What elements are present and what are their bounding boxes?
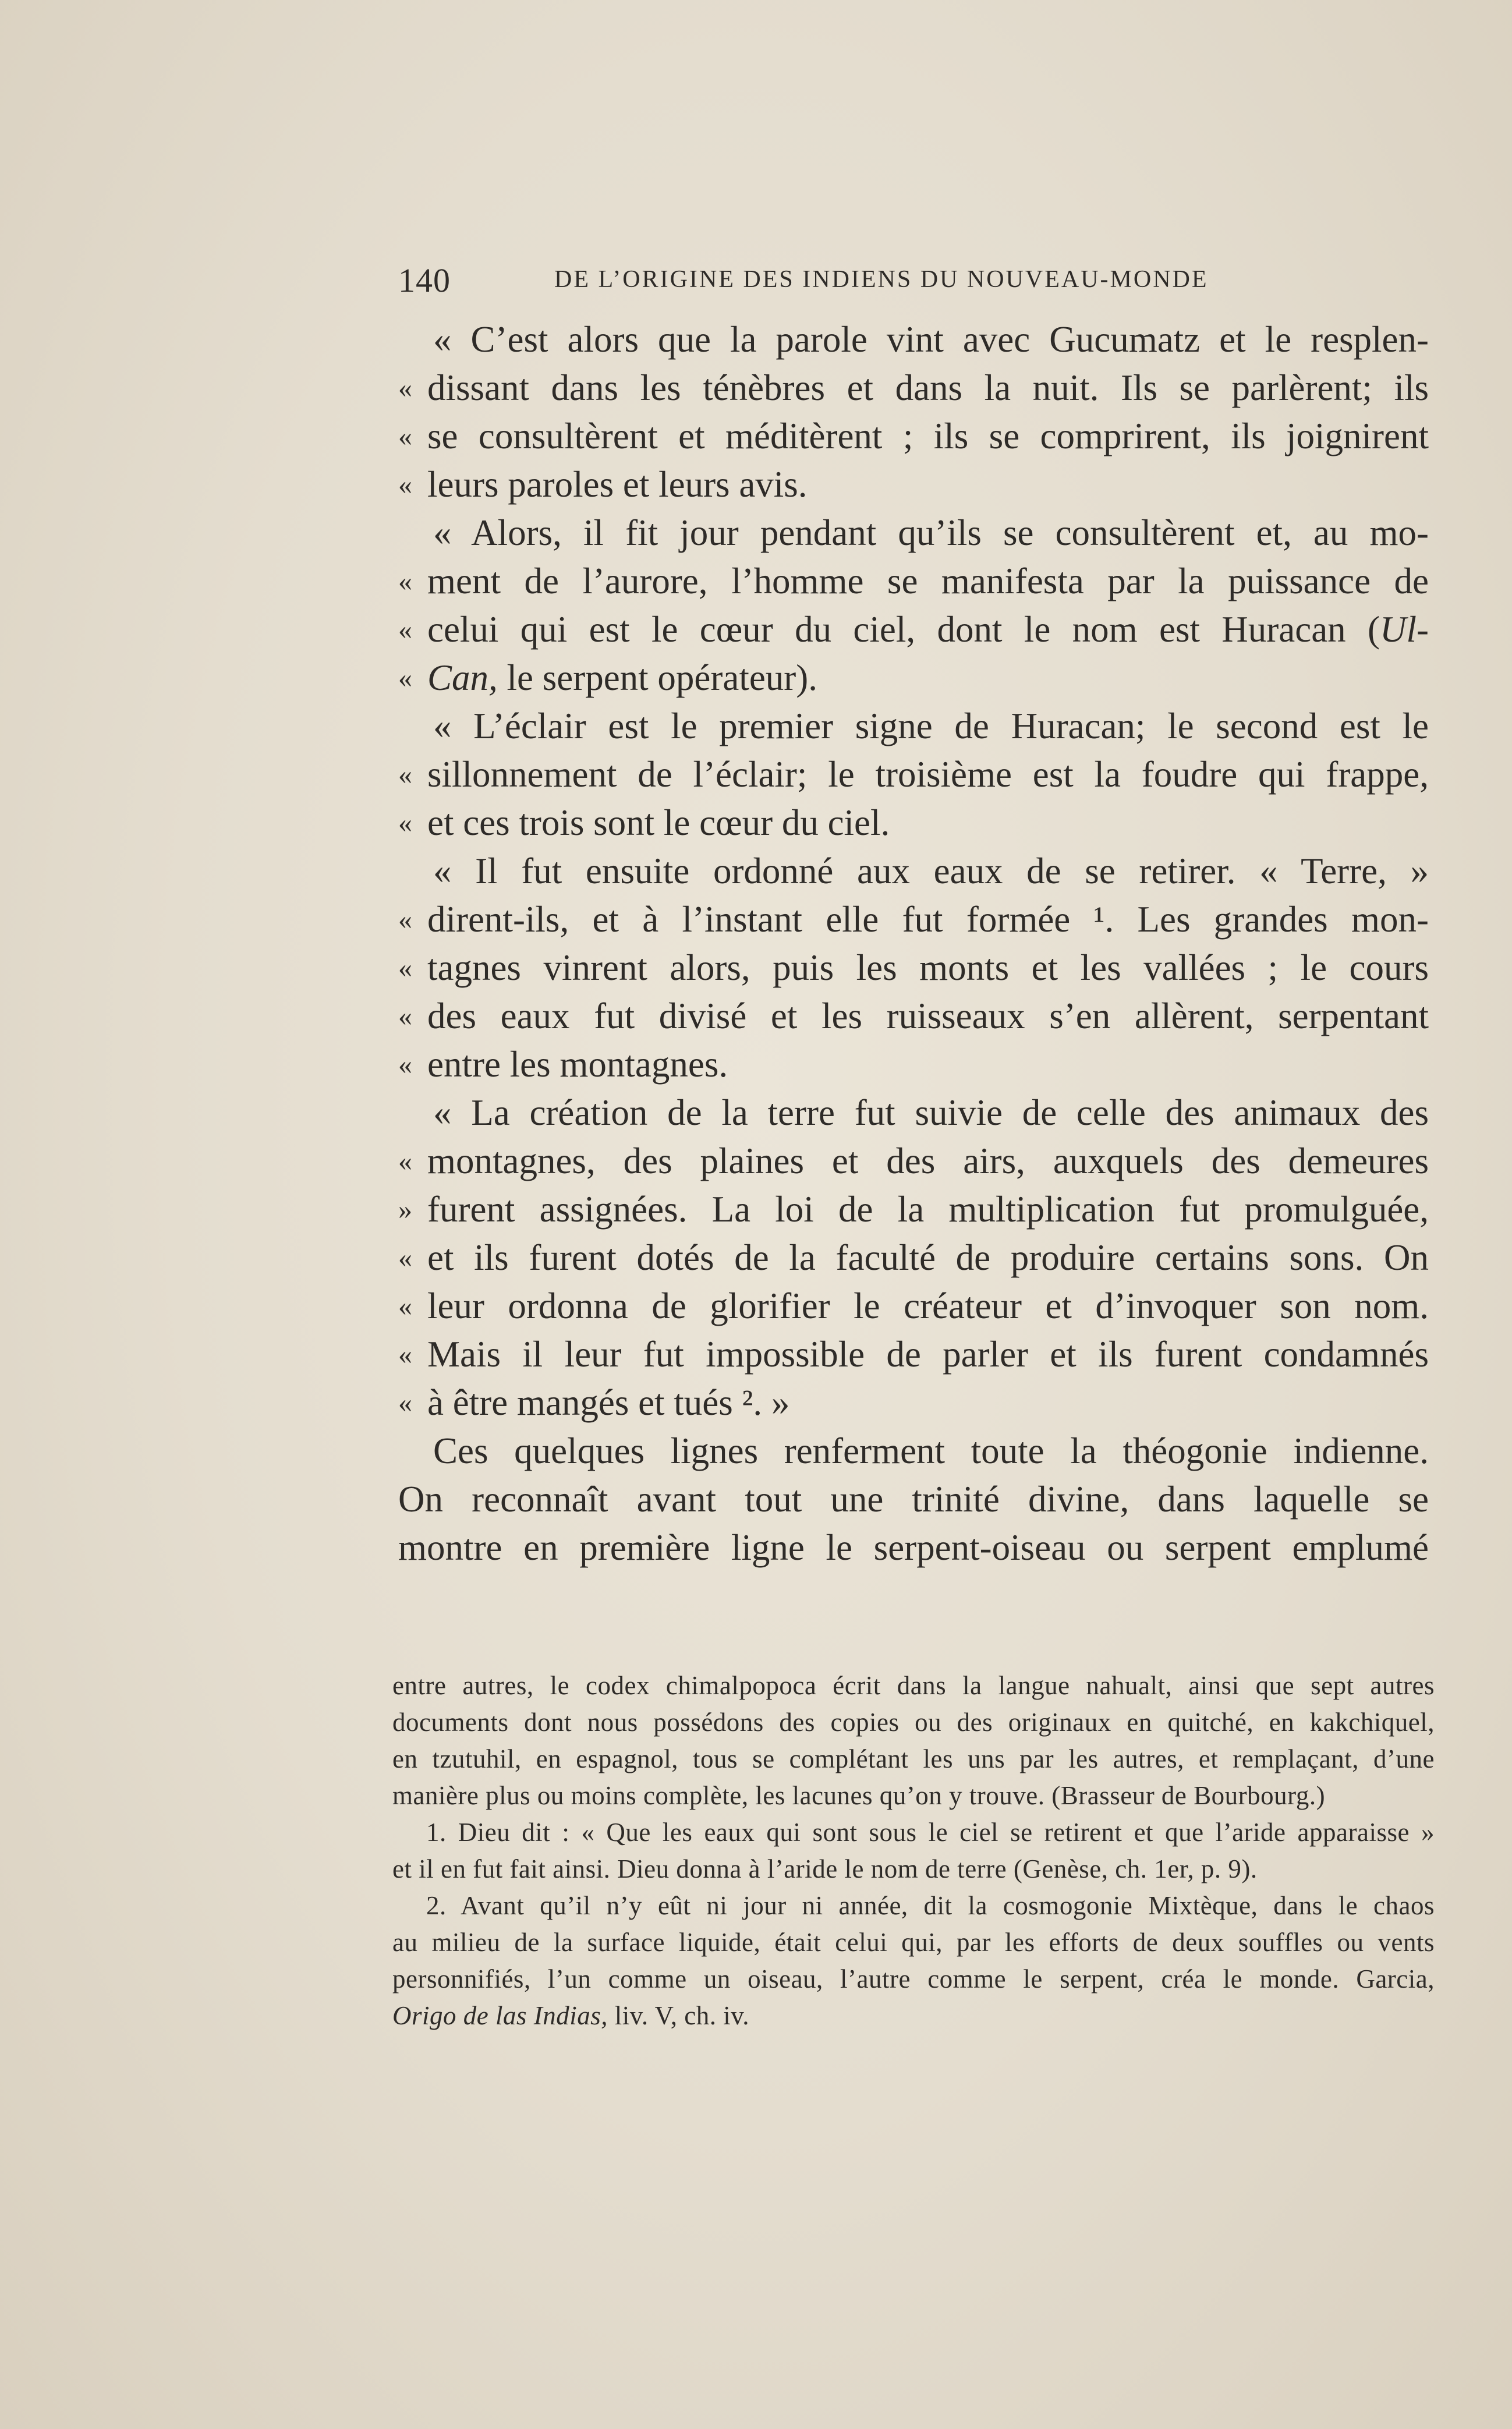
text-line	[398, 944, 1429, 992]
quote-mark: «	[398, 1242, 412, 1273]
quote-mark: «	[398, 373, 412, 403]
line-text: se consultèrent et méditèrent ; ils se comprirent, ils joignirent	[427, 416, 1429, 456]
text-line	[398, 557, 1429, 606]
footnote-2: 2. Avant qu’il n’y eût ni jour ni année, dit la cosmogonie Mixtèque, dans le chaos	[426, 1891, 1435, 1920]
text-line	[398, 412, 1429, 461]
text-line: On reconnaît avant tout une trinité divine, dans laquelle se	[398, 1479, 1429, 1520]
footnote-line: en tzutuhil, en espagnol, tous se complétant les uns par les autres, et remplaçant, d’une	[392, 1744, 1435, 1773]
text-line: Ces quelques lignes renferment toute la théogonie indienne.	[433, 1431, 1429, 1471]
footnote-line: manière plus ou moins complète, les lacunes qu’on y trouve. (Brasseur de Bourbourg.)	[392, 1781, 1326, 1810]
line-text: leur ordonna de glorifier le créateur et d’invoquer son nom.	[427, 1286, 1429, 1326]
text-line: « C’est alors que la parole vint avec Gucumatz et le resplen-	[433, 319, 1429, 360]
text-line	[398, 461, 1429, 509]
text-line	[398, 1234, 1429, 1282]
quote-mark: «	[398, 1291, 412, 1322]
text-line	[398, 364, 1429, 412]
footnote-line: personnifiés, l’un comme un oiseau, l’autre comme le serpent, créa le monde. Garcia,	[392, 1964, 1435, 1994]
line-text-part: celui qui est le cœur du ciel, dont le nom est Huracan (	[427, 609, 1380, 650]
line-text: et ces trois sont le cœur du ciel.	[427, 802, 890, 843]
quote-mark: »	[398, 1194, 412, 1225]
text-line	[398, 750, 1429, 799]
line-text: à être mangés et tués ². »	[427, 1382, 790, 1423]
text-line	[398, 1040, 1429, 1089]
text-line	[398, 606, 1429, 654]
text-line	[398, 1137, 1429, 1185]
quote-mark: «	[398, 566, 412, 597]
italic-term: Ul-	[1380, 609, 1429, 650]
quote-mark: «	[398, 953, 412, 983]
text-line	[398, 799, 1429, 847]
running-title: DE L’ORIGINE DES INDIENS DU NOUVEAU-MONDE	[554, 266, 1209, 293]
text-line: « La création de la terre fut suivie de celle des animaux des	[433, 1092, 1429, 1133]
line-text: ment de l’aurore, l’homme se manifesta par la puissance de	[427, 561, 1429, 601]
line-text: dirent-ils, et à l’instant elle fut formée ¹. Les grandes mon-	[427, 899, 1429, 940]
line-text: des eaux fut divisé et les ruisseaux s’en allèrent, serpentant	[427, 996, 1429, 1036]
quote-mark: «	[398, 421, 412, 452]
text-line	[398, 1379, 1429, 1427]
line-text-part: le serpent opérateur).	[497, 657, 818, 698]
quote-mark: «	[398, 614, 412, 645]
quote-mark: «	[398, 469, 412, 500]
quote-mark: «	[398, 1146, 412, 1177]
italic-term: Can,	[427, 657, 498, 698]
footnote-line	[392, 1998, 1435, 2034]
text-line: « Alors, il fit jour pendant qu’ils se consultèrent et, au mo-	[433, 512, 1429, 553]
footnote-line: au milieu de la surface liquide, était celui qui, par les efforts de deux souffles ou vents	[392, 1928, 1435, 1957]
quote-mark: «	[398, 1387, 412, 1418]
text-line	[398, 1282, 1429, 1330]
page-header	[398, 261, 1289, 302]
text-line: montre en première ligne le serpent-oiseau ou serpent emplumé	[398, 1527, 1429, 1568]
line-text: dissant dans les ténèbres et dans la nuit. Ils se parlèrent; ils	[427, 367, 1429, 408]
quote-mark: «	[398, 904, 412, 935]
footnote-line: documents dont nous possédons des copies ou des originaux en quitché, en kakchiquel,	[392, 1708, 1435, 1737]
text-line	[398, 992, 1429, 1040]
line-text: et ils furent dotés de la faculté de produire certains sons. On	[427, 1237, 1429, 1278]
line-text: sillonnement de l’éclair; le troisième est la foudre qui frappe,	[427, 754, 1429, 795]
text-line	[398, 1330, 1429, 1379]
quote-mark: «	[398, 1339, 412, 1370]
line-text: furent assignées. La loi de la multiplication fut promulguée,	[427, 1189, 1429, 1230]
footnote-line-part: liv. V, ch. iv.	[608, 2001, 750, 2030]
line-text: Mais il leur fut impossible de parler et ils furent condamnés	[427, 1334, 1429, 1375]
line-text: entre les montagnes.	[427, 1044, 728, 1085]
text-line: « L’éclair est le premier signe de Huracan; le second est le	[433, 706, 1429, 746]
footnote-line: et il en fut fait ainsi. Dieu donna à l’aride le nom de terre (Genèse, ch. 1er, p. 9).	[392, 1854, 1258, 1883]
quote-mark: «	[398, 1049, 412, 1080]
quote-mark: «	[398, 1001, 412, 1032]
line-text	[427, 654, 1429, 702]
quote-mark: «	[398, 808, 412, 838]
footnote-1: 1. Dieu dit : « Que les eaux qui sont sous le ciel se retirent et que l’aride apparaisse »	[426, 1818, 1435, 1847]
cited-title: Origo de las Indias,	[392, 2001, 608, 2030]
line-text: montagnes, des plaines et des airs, auxquels des demeures	[427, 1141, 1429, 1181]
line-text: leurs paroles et leurs avis.	[427, 464, 808, 505]
footnote-line: entre autres, le codex chimalpopoca écrit dans la langue nahualt, ainsi que sept autres	[392, 1671, 1435, 1700]
text-line	[398, 654, 1429, 702]
text-line	[398, 895, 1429, 944]
line-text	[427, 606, 1429, 654]
footnotes	[392, 1667, 1435, 2034]
main-text	[398, 316, 1429, 1572]
text-line	[398, 1185, 1429, 1234]
quote-mark: «	[398, 759, 412, 790]
line-text: tagnes vinrent alors, puis les monts et les vallées ; le cours	[427, 947, 1429, 988]
page-number: 140	[398, 261, 451, 299]
text-line: « Il fut ensuite ordonné aux eaux de se retirer. « Terre, »	[433, 851, 1429, 891]
quote-mark: «	[398, 663, 412, 693]
